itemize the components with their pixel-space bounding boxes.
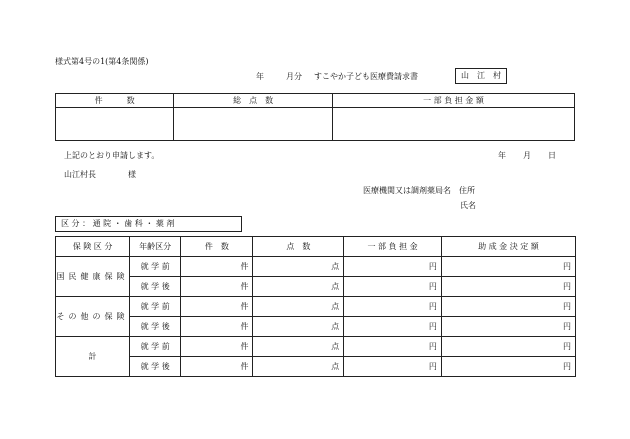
date-month: 月	[523, 151, 531, 160]
count-cell[interactable]: 件	[181, 257, 253, 277]
grant-cell[interactable]: 円	[441, 317, 575, 337]
count-cell[interactable]: 件	[181, 337, 253, 357]
age-category: 就 学 前	[130, 257, 181, 277]
points-cell[interactable]: 点	[253, 317, 344, 337]
institution-name-label: 氏名	[460, 201, 476, 210]
header-age-category: 年齢区分	[130, 237, 181, 257]
honorific: 様	[128, 170, 136, 179]
burden-cell[interactable]: 円	[344, 357, 442, 377]
age-category: 就 学 前	[130, 297, 181, 317]
burden-cell[interactable]: 円	[344, 337, 442, 357]
title-text: すこやか子ども医療費請求書	[314, 72, 418, 81]
count-cell[interactable]: 件	[181, 357, 253, 377]
summary-header-points: 総 点 数	[174, 94, 333, 108]
points-cell[interactable]: 点	[253, 297, 344, 317]
points-cell[interactable]: 点	[253, 357, 344, 377]
grant-cell[interactable]: 円	[441, 257, 575, 277]
count-cell[interactable]: 件	[181, 317, 253, 337]
grant-cell[interactable]: 円	[441, 357, 575, 377]
village-box: 山 江 村	[455, 68, 507, 84]
detail-table	[55, 236, 576, 377]
age-category: 就 学 後	[130, 277, 181, 297]
mayor: 山江村長	[64, 170, 96, 179]
burden-cell[interactable]: 円	[344, 277, 442, 297]
summary-header-burden: 一 部 負 担 金 額	[333, 94, 575, 108]
category-box: 区 分 ： 通 院 ・ 歯 科 ・ 薬 剤	[55, 216, 242, 232]
summary-table	[55, 93, 575, 141]
count-cell[interactable]: 件	[181, 297, 253, 317]
grant-cell[interactable]: 円	[441, 277, 575, 297]
points-cell[interactable]: 点	[253, 257, 344, 277]
form-number: 様式第4号の1(第4条関係)	[55, 57, 149, 66]
summary-burden-cell[interactable]	[333, 108, 575, 141]
date-year: 年	[498, 151, 506, 160]
header-count: 件 数	[181, 237, 253, 257]
burden-cell[interactable]: 円	[344, 257, 442, 277]
group-name-other-insurance: その他の保険	[56, 297, 130, 337]
header-partial-burden: 一 部 負 担 金	[344, 237, 442, 257]
institution-address-label: 医療機関又は調剤薬局名 住所	[363, 186, 475, 195]
summary-points-cell[interactable]	[174, 108, 333, 141]
points-cell[interactable]: 点	[253, 277, 344, 297]
grant-cell[interactable]: 円	[441, 297, 575, 317]
burden-cell[interactable]: 円	[344, 317, 442, 337]
header-insurance-type: 保 険 区 分	[56, 237, 130, 257]
points-cell[interactable]: 点	[253, 337, 344, 357]
summary-count-cell[interactable]	[56, 108, 174, 141]
summary-header-count: 件 数	[56, 94, 174, 108]
age-category: 就 学 後	[130, 357, 181, 377]
group-name-national-health: 国民健康保険	[56, 257, 130, 297]
grant-cell[interactable]: 円	[441, 337, 575, 357]
count-cell[interactable]: 件	[181, 277, 253, 297]
date-day: 日	[548, 151, 556, 160]
age-category: 就 学 後	[130, 317, 181, 337]
header-grant-amount: 助 成 金 決 定 額	[441, 237, 575, 257]
title-year: 年	[256, 72, 264, 81]
title-month: 月分	[286, 72, 302, 81]
header-points: 点 数	[253, 237, 344, 257]
age-category: 就 学 前	[130, 337, 181, 357]
statement: 上記のとおり申請します。	[64, 151, 160, 160]
burden-cell[interactable]: 円	[344, 297, 442, 317]
group-name-total: 計	[56, 337, 130, 377]
